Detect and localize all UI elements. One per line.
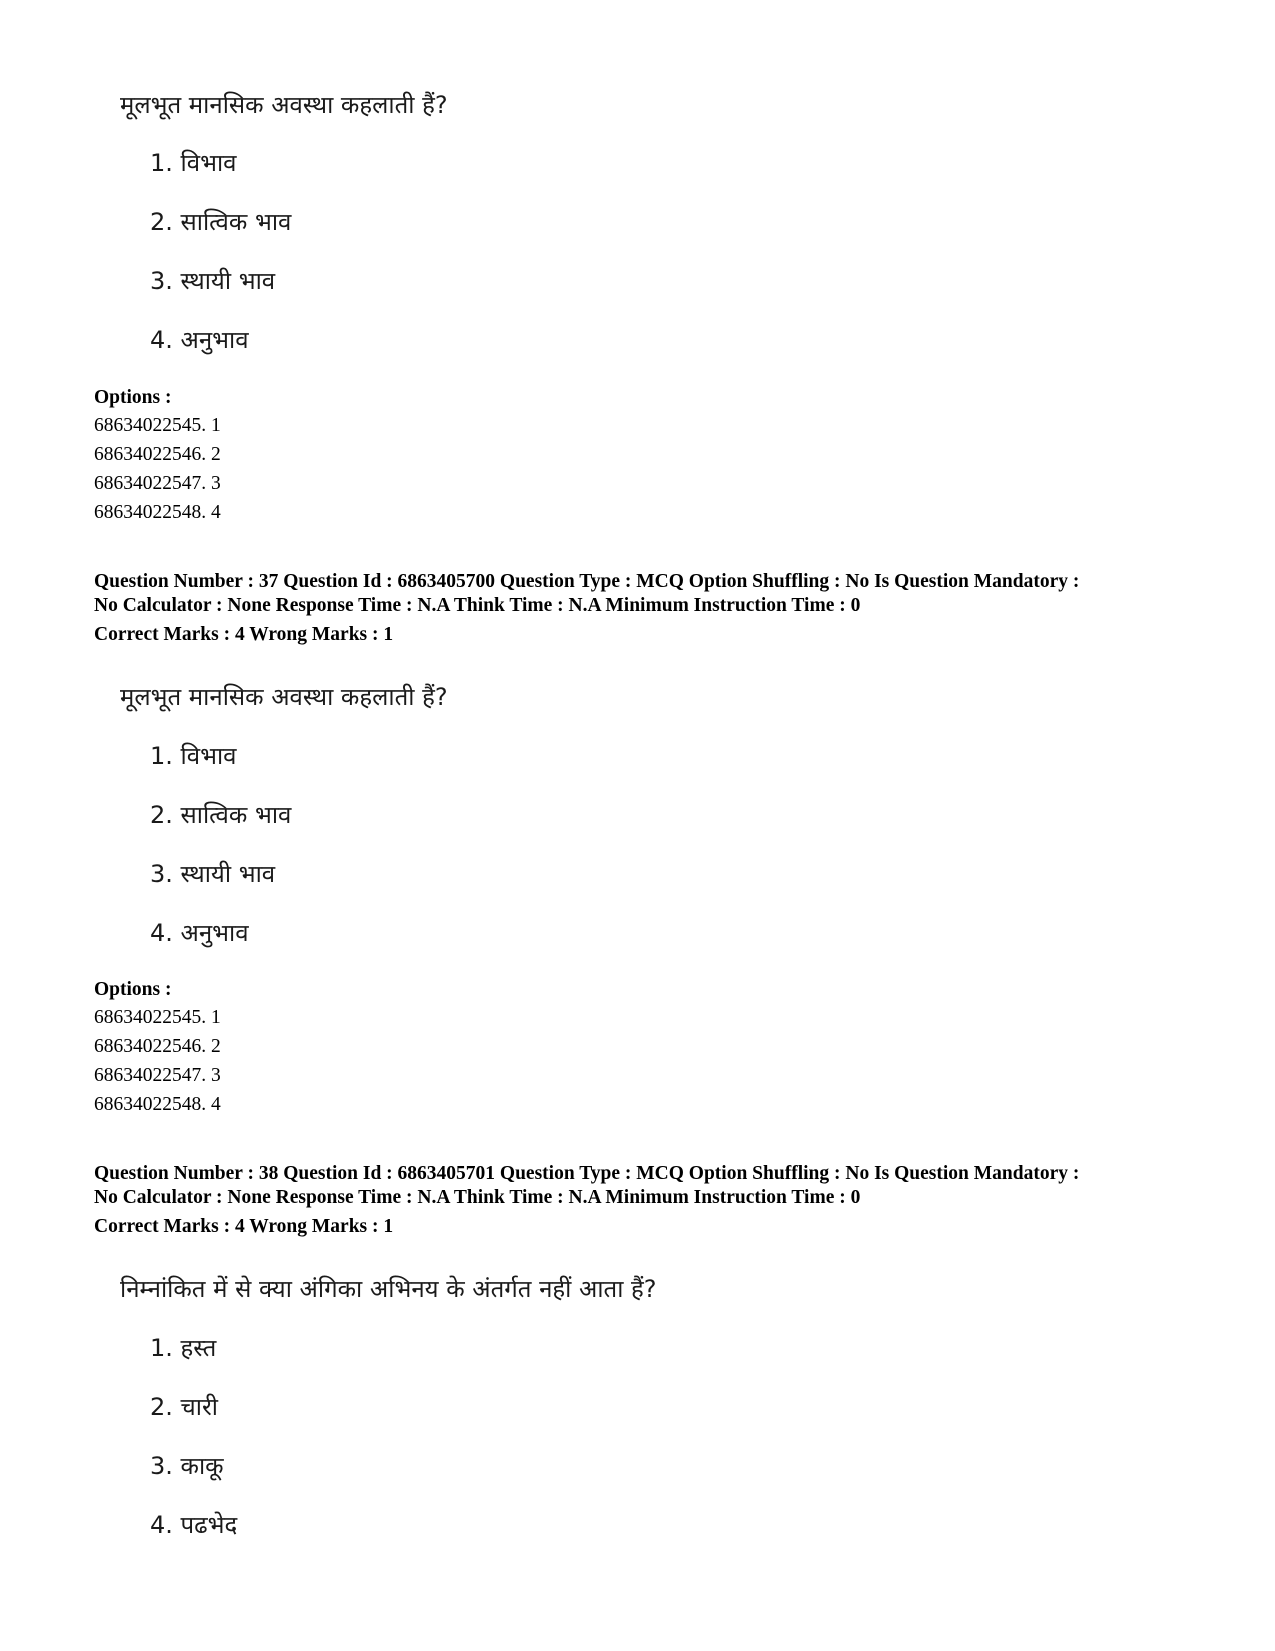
option-id: 68634022546. 2 — [94, 444, 221, 465]
option-id: 68634022546. 2 — [94, 1036, 221, 1057]
question-option: 2. सात्विक भाव — [150, 801, 292, 829]
question-option: 4. अनुभाव — [150, 919, 249, 947]
question-option: 3. स्थायी भाव — [150, 860, 276, 888]
question-header-line2: No Calculator : None Response Time : N.A Think Time : N.A Minimum Instruction Time : 0 — [94, 595, 861, 616]
option-id: 68634022545. 1 — [94, 1007, 221, 1028]
question-option: 1. विभाव — [150, 149, 237, 177]
marks-line: Correct Marks : 4 Wrong Marks : 1 — [94, 1216, 394, 1237]
question-option: 3. स्थायी भाव — [150, 267, 276, 295]
option-id: 68634022545. 1 — [94, 415, 221, 436]
question-option: 2. चारी — [150, 1393, 219, 1421]
question-header-line2: No Calculator : None Response Time : N.A Think Time : N.A Minimum Instruction Time : 0 — [94, 1187, 861, 1208]
options-label: Options : — [94, 387, 172, 408]
option-id: 68634022547. 3 — [94, 473, 221, 494]
question-text: मूलभूत मानसिक अवस्था कहलाती हैं? — [120, 683, 448, 711]
question-option: 4. अनुभाव — [150, 326, 249, 354]
question-header-line1: Question Number : 38 Question Id : 6863405701 Question Type : MCQ Option Shuffling : No Is Question Mandatory : — [94, 1163, 1080, 1184]
question-text: निम्नांकित में से क्या अंगिका अभिनय के अंतर्गत नहीं आता हैं? — [120, 1275, 657, 1303]
question-option: 4. पढभेद — [150, 1511, 238, 1539]
option-id: 68634022547. 3 — [94, 1065, 221, 1086]
question-text: मूलभूत मानसिक अवस्था कहलाती हैं? — [120, 91, 448, 119]
option-id: 68634022548. 4 — [94, 1094, 221, 1115]
marks-line: Correct Marks : 4 Wrong Marks : 1 — [94, 624, 394, 645]
option-id: 68634022548. 4 — [94, 502, 221, 523]
question-option: 3. काकू — [150, 1452, 224, 1480]
question-header-line1: Question Number : 37 Question Id : 6863405700 Question Type : MCQ Option Shuffling : No Is Question Mandatory : — [94, 571, 1080, 592]
question-option: 1. विभाव — [150, 742, 237, 770]
options-label: Options : — [94, 979, 172, 1000]
question-option: 2. सात्विक भाव — [150, 208, 292, 236]
question-option: 1. हस्त — [150, 1334, 217, 1362]
